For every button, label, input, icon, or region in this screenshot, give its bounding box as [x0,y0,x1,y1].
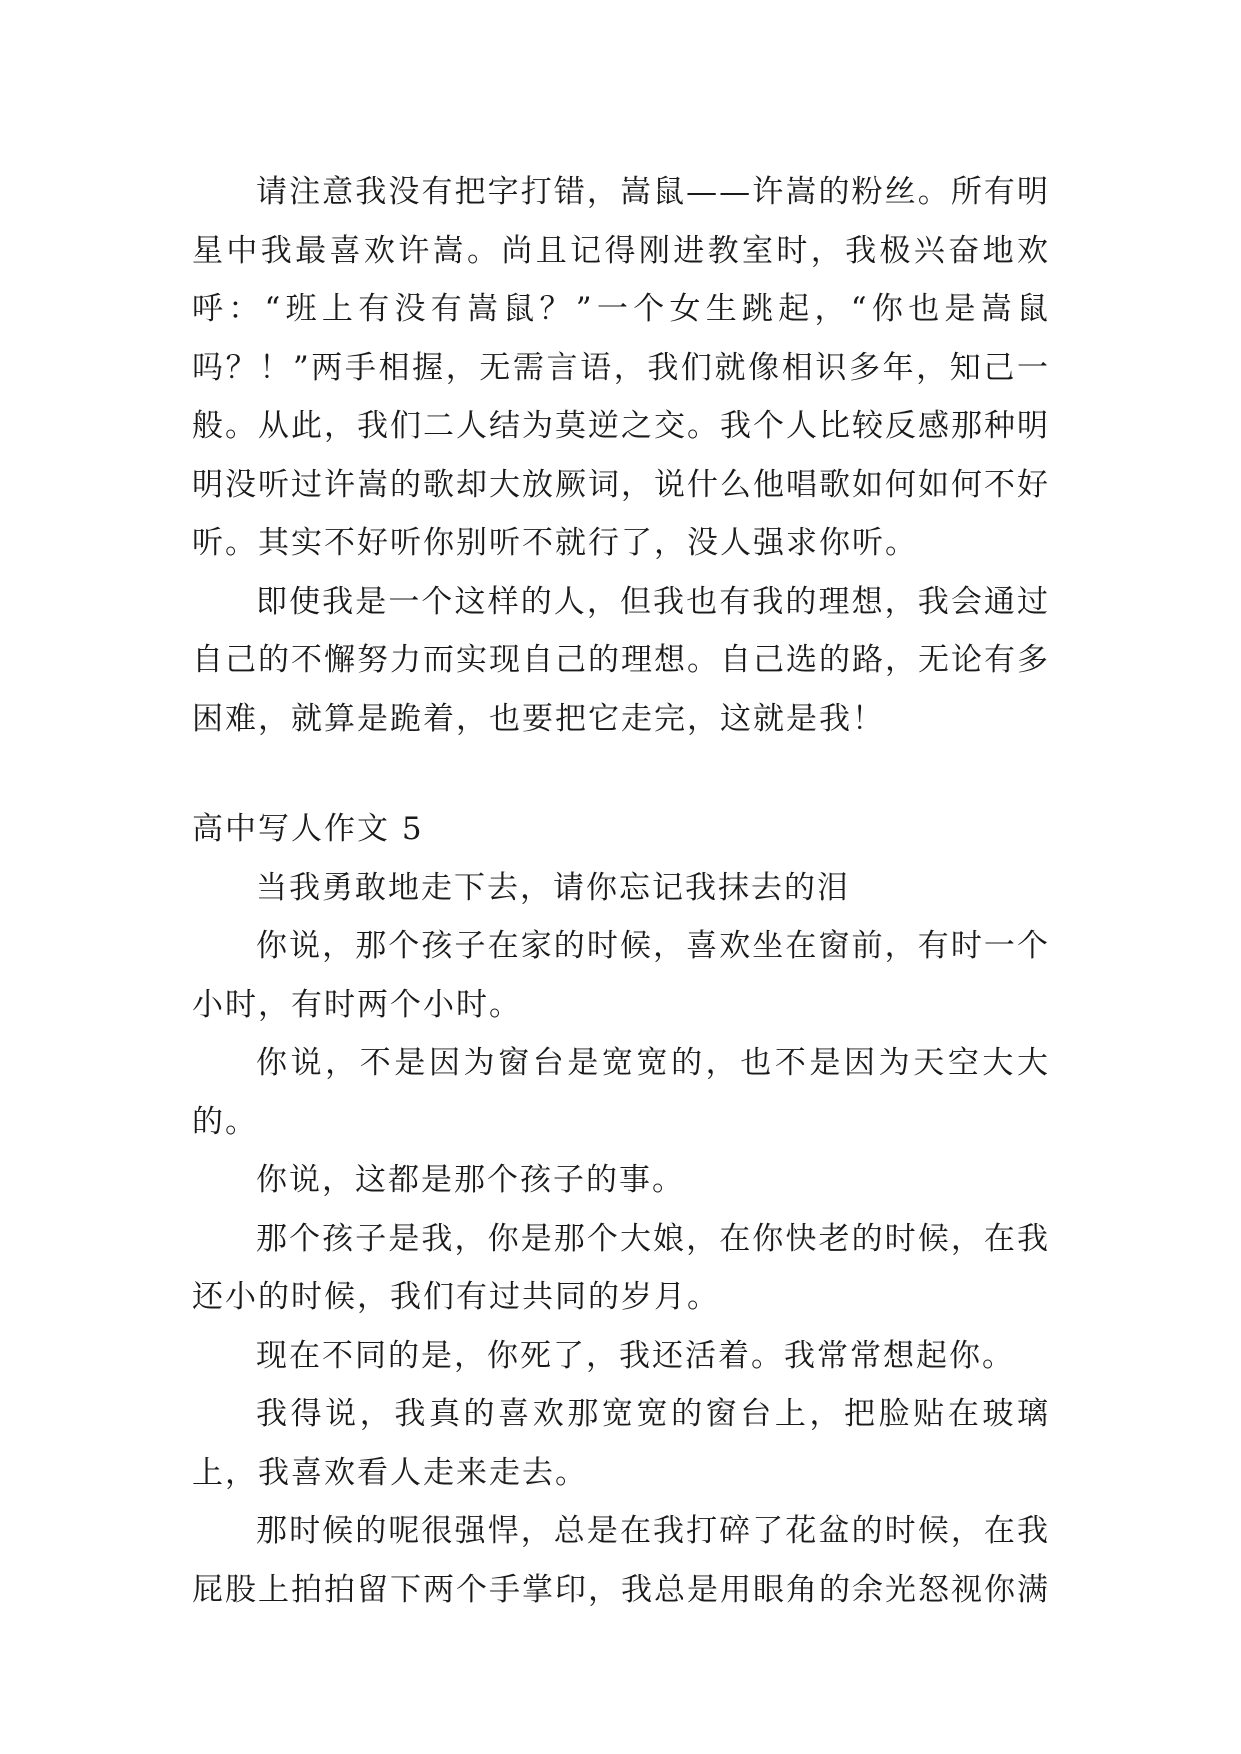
document-body [192,163,1050,1619]
paragraph: 那个孩子是我，你是那个大娘，在你快老的时候，在我还小的时候，我们有过共同的岁月。 [192,1220,1050,1315]
section-spacer [192,748,1050,800]
paragraph: 你说，那个孩子在家的时候，喜欢坐在窗前，有时一个小时，有时两个小时。 [192,928,1050,1023]
paragraph: 请注意我没有把字打错，嵩鼠——许嵩的粉丝。所有明星中我最喜欢许嵩。尚且记得刚进教室时，我极兴奋地欢呼：“班上有没有嵩鼠？”一个女生跳起，“你也是嵩鼠吗？！”两手相握，无需言语，我们就像相识多年，知己一般。从此，我们二人结为莫逆之交。我个人比较反感那种明明没听过许嵩的歌却大放厥词，说什么他唱歌如何如何不好听。其实不好听你别听不就行了，没人强求你听。 [192,174,1050,561]
paragraph: 你说，这都是那个孩子的事。 [256,1162,685,1198]
paragraph: 即使我是一个这样的人，但我也有我的理想，我会通过自己的不懈努力而实现自己的理想。自己选的路，无论有多困难，就算是跪着，也要把它走完，这就是我！ [192,583,1050,737]
paragraph: 我得说，我真的喜欢那宽宽的窗台上，把脸贴在玻璃上，我喜欢看人走来走去。 [192,1396,1050,1491]
essay-title: 当我勇敢地走下去，请你忘记我抹去的泪 [256,869,850,906]
section-heading: 高中写人作文 5 [192,811,424,847]
paragraph: 现在不同的是，你死了，我还活着。我常常想起你。 [256,1337,1015,1374]
paragraph: 那时候的呢很强悍，总是在我打碎了花盆的时候，在我屁股上拍拍留下两个手掌印，我总是用眼角的余光怒视你满 [192,1513,1050,1608]
paragraph: 你说，不是因为窗台是宽宽的，也不是因为天空大大的。 [192,1045,1050,1140]
